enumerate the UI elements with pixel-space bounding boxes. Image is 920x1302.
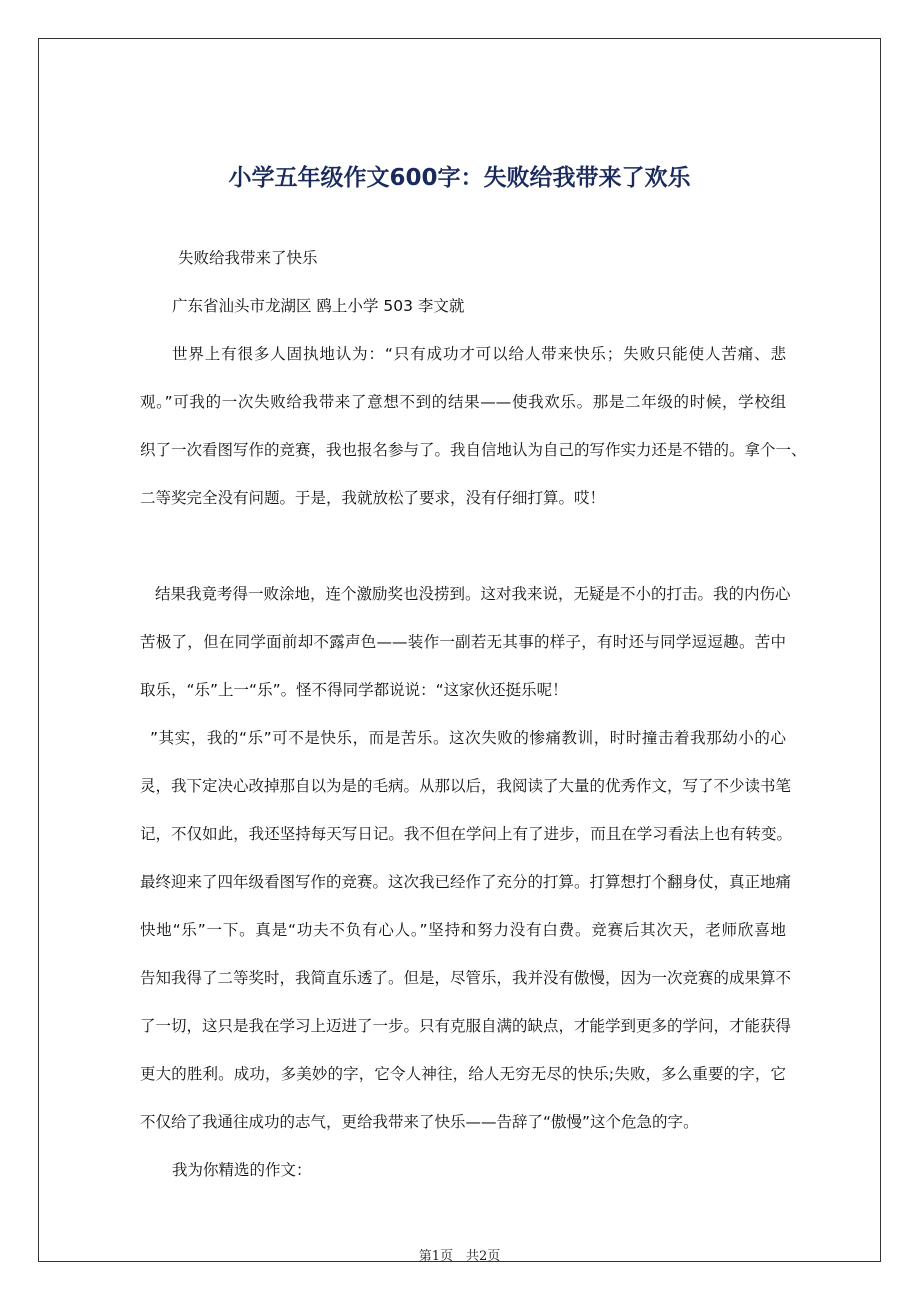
paragraph-2 — [140, 570, 791, 714]
essay-subtitle: 失败给我带来了快乐 — [178, 249, 318, 267]
text-line: 二等奖完全没有问题。于是，我就放松了要求，没有仔细打算。哎！ — [140, 489, 606, 507]
document-body — [140, 234, 807, 1194]
paragraph-3 — [140, 714, 792, 1146]
text-line: 告知我得了二等奖时，我简直乐透了。但是，尽管乐，我并没有傲慢，因为一次竞赛的成果算不 — [140, 969, 792, 987]
paragraph-1 — [140, 330, 807, 522]
text-line: 更大的胜利。成功，多美妙的字，它令人神往，给人无穷无尽的快乐;失败，多么重要的字，它 — [140, 1065, 786, 1083]
text-line: 灵，我下定决心改掉那自以为是的毛病。从那以后，我阅读了大量的优秀作文，写了不少读书笔 — [140, 777, 792, 795]
text-line: 不仅给了我通往成功的志气，更给我带来了快乐——告辞了“傲慢”这个危急的字。 — [140, 1113, 699, 1131]
document-title: 小学五年级作文600字：失败给我带来了欢乐 — [228, 165, 691, 191]
text-line: 观。”可我的一次失败给我带来了意想不到的结果——使我欢乐。那是二年级的时候，学校组 — [140, 393, 786, 411]
text-line: 记，不仅如此，我还坚持每天写日记。我不但在学问上有了进步，而且在学习看法上也有转变。 — [140, 825, 792, 843]
text-line: 最终迎来了四年级看图写作的竞赛。这次我已经作了充分的打算。打算想打个翻身仗，真正地痛 — [140, 873, 792, 891]
page-footer: 第1页 共2页 — [418, 1249, 501, 1264]
text-line: 快地“乐”一下。真是“功夫不负有心人。”坚持和努力没有白费。竞赛后其次天，老师欣喜地 — [140, 921, 786, 939]
text-line: 结果我竟考得一败涂地，连个激励奖也没捞到。这对我来说，无疑是不小的打击。我的内伤心 — [155, 585, 791, 603]
text-line: 世界上有很多人固执地认为：“只有成功才可以给人带来快乐；失败只能使人苦痛、悲 — [172, 345, 786, 363]
text-line: 取乐，“乐”上一“乐”。怪不得同学都说说：“这家伙还挺乐呢！ — [140, 681, 568, 699]
text-line: 苦极了，但在同学面前却不露声色——装作一副若无其事的样子，有时还与同学逗逗趣。苦中 — [140, 633, 786, 651]
author-line: 广东省汕头市龙湖区 鸥上小学 503 李文就 — [172, 297, 465, 315]
text-line: 了一切，这只是我在学习上迈进了一步。只有克服自满的缺点，才能学到更多的学问，才能获得 — [140, 1017, 792, 1035]
text-line: ”其实，我的“乐”可不是快乐，而是苦乐。这次失败的惨痛教训，时时撞击着我那幼小的心 — [150, 729, 786, 747]
text-line: 织了一次看图写作的竞赛，我也报名参与了。我自信地认为自己的写作实力还是不错的。拿个一、 — [140, 441, 807, 459]
closing-line: 我为你精选的作文： — [172, 1161, 312, 1179]
